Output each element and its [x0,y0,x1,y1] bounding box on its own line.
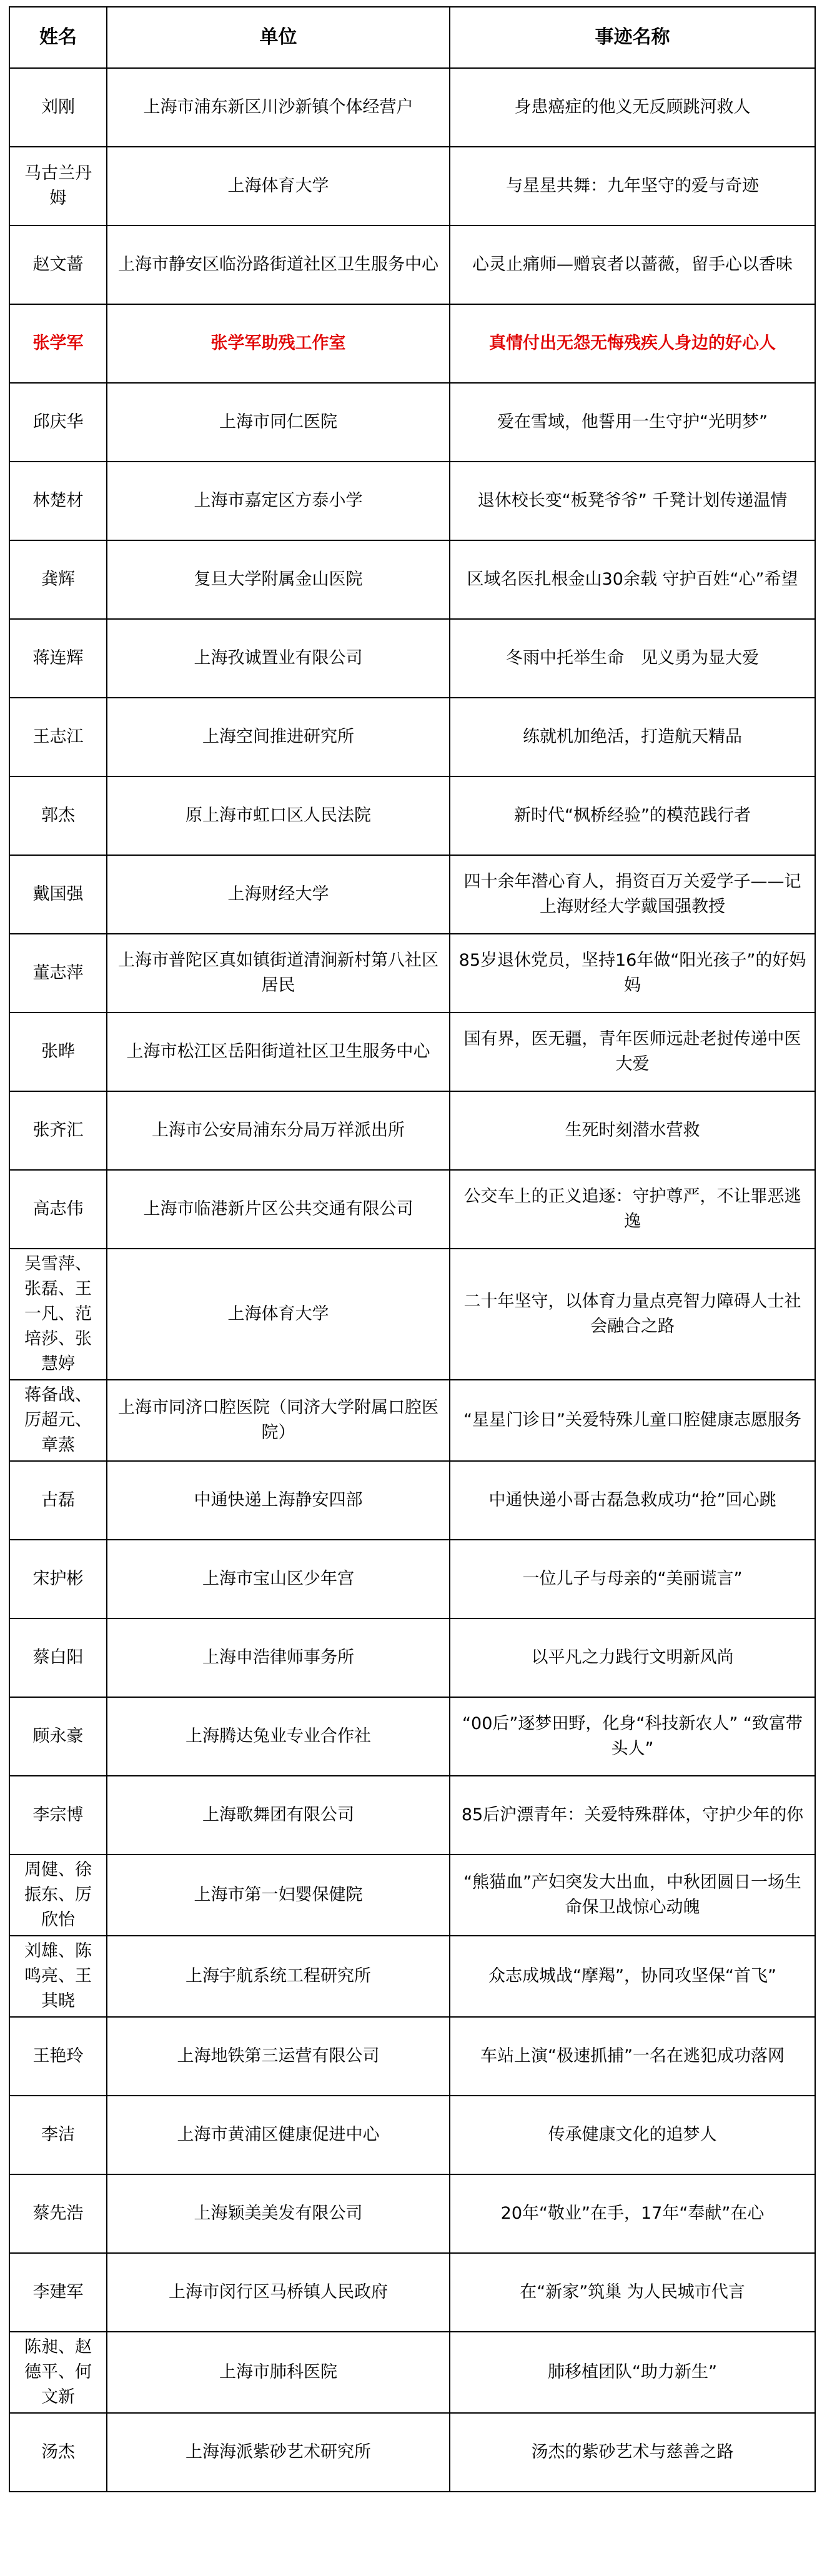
cell-unit: 原上海市虹口区人民法院 [107,776,450,855]
cell-unit: 上海市同仁医院 [107,383,450,462]
cell-unit: 上海地铁第三运营有限公司 [107,2017,450,2096]
cell-name: 王艳玲 [9,2017,107,2096]
cell-deed: 心灵止痛师—赠哀者以蔷薇，留手心以香味 [450,225,815,304]
table-row [9,2332,815,2413]
cell-name: 蔡先浩 [9,2174,107,2253]
cell-deed: 冬雨中托举生命 见义勇为显大爱 [450,619,815,698]
table-row [9,1697,815,1776]
cell-deed: 与星星共舞：九年坚守的爱与奇迹 [450,147,815,225]
table-row [9,540,815,619]
cell-deed: 练就机加绝活，打造航天精品 [450,698,815,776]
cell-name: 董志萍 [9,934,107,1013]
table-row [9,2253,815,2332]
table-row [9,147,815,225]
table-row [9,383,815,462]
cell-name: 刘雄、陈鸣亮、王其晓 [9,1936,107,2017]
cell-deed: “星星门诊日”关爱特殊儿童口腔健康志愿服务 [450,1380,815,1461]
cell-unit: 上海市普陀区真如镇街道清涧新村第八社区居民 [107,934,450,1013]
cell-deed: 公交车上的正义追逐：守护尊严，不让罪恶逃逸 [450,1170,815,1249]
cell-unit: 上海市闵行区马桥镇人民政府 [107,2253,450,2332]
header-deed: 事迹名称 [450,7,815,68]
cell-unit: 上海市松江区岳阳街道社区卫生服务中心 [107,1013,450,1091]
cell-unit: 张学军助残工作室 [107,304,450,383]
table-row [9,698,815,776]
cell-unit: 上海市浦东新区川沙新镇个体经营户 [107,68,450,147]
cell-deed: 退休校长变“板凳爷爷” 千凳计划传递温情 [450,462,815,540]
table-row [9,1461,815,1540]
table-body [9,68,815,2492]
cell-name: 古磊 [9,1461,107,1540]
table-row [9,1855,815,1936]
cell-deed: 以平凡之力践行文明新风尚 [450,1618,815,1697]
cell-name: 李建军 [9,2253,107,2332]
cell-name: 宋护彬 [9,1540,107,1618]
cell-unit: 上海市第一妇婴保健院 [107,1855,450,1936]
cell-unit: 上海体育大学 [107,1249,450,1380]
cell-deed: 在“新家”筑巢 为人民城市代言 [450,2253,815,2332]
cell-unit: 上海颖美美发有限公司 [107,2174,450,2253]
cell-name: 林楚材 [9,462,107,540]
cell-deed: 85后沪漂青年：关爱特殊群体，守护少年的你 [450,1776,815,1855]
cell-name: 李宗博 [9,1776,107,1855]
cell-deed: 二十年坚守，以体育力量点亮智力障碍人士社会融合之路 [450,1249,815,1380]
cell-unit: 复旦大学附属金山医院 [107,540,450,619]
cell-name: 蒋连辉 [9,619,107,698]
cell-deed: 爱在雪域，他誓用一生守护“光明梦” [450,383,815,462]
cell-name: 赵文蔷 [9,225,107,304]
cell-unit: 上海市临港新片区公共交通有限公司 [107,1170,450,1249]
cell-unit: 上海体育大学 [107,147,450,225]
cell-unit: 上海市公安局浦东分局万祥派出所 [107,1091,450,1170]
table-row [9,462,815,540]
cell-name: 蒋备战、厉超元、章蒸 [9,1380,107,1461]
cell-name: 顾永豪 [9,1697,107,1776]
cell-unit: 上海孜诚置业有限公司 [107,619,450,698]
table-row [9,304,815,383]
table-row [9,1249,815,1380]
cell-name: 马古兰丹姆 [9,147,107,225]
cell-unit: 上海申浩律师事务所 [107,1618,450,1697]
cell-name: 戴国强 [9,855,107,934]
table-row [9,855,815,934]
cell-unit: 上海财经大学 [107,855,450,934]
cell-name: 蔡白阳 [9,1618,107,1697]
table-header-row [9,7,815,68]
table-row [9,2096,815,2174]
cell-name: 邱庆华 [9,383,107,462]
table-row [9,68,815,147]
cell-deed: 一位儿子与母亲的“美丽谎言” [450,1540,815,1618]
cell-deed: “00后”逐梦田野，化身“科技新农人” “致富带头人” [450,1697,815,1776]
cell-deed: 真情付出无怨无悔残疾人身边的好心人 [450,304,815,383]
cell-unit: 上海空间推进研究所 [107,698,450,776]
cell-deed: 车站上演“极速抓捕”一名在逃犯成功落网 [450,2017,815,2096]
cell-unit: 上海市黄浦区健康促进中心 [107,2096,450,2174]
cell-name: 张晔 [9,1013,107,1091]
cell-deed: 新时代“枫桥经验”的模范践行者 [450,776,815,855]
cell-name: 李洁 [9,2096,107,2174]
table-row [9,1936,815,2017]
table-row [9,619,815,698]
cell-deed: 四十余年潜心育人，捐资百万关爱学子——记上海财经大学戴国强教授 [450,855,815,934]
table-row [9,1618,815,1697]
cell-name: 汤杰 [9,2413,107,2492]
cell-unit: 上海市静安区临汾路街道社区卫生服务中心 [107,225,450,304]
cell-deed: 中通快递小哥古磊急救成功“抢”回心跳 [450,1461,815,1540]
cell-name: 陈昶、赵德平、何文新 [9,2332,107,2413]
table-row [9,1776,815,1855]
cell-name: 郭杰 [9,776,107,855]
cell-name: 高志伟 [9,1170,107,1249]
table-row [9,1091,815,1170]
cell-deed: 身患癌症的他义无反顾跳河救人 [450,68,815,147]
cell-name: 张学军 [9,304,107,383]
table-row [9,1380,815,1461]
cell-deed: 众志成城战“摩羯”，协同攻坚保“首飞” [450,1936,815,2017]
cell-unit: 上海市肺科医院 [107,2332,450,2413]
header-unit: 单位 [107,7,450,68]
cell-unit: 上海市宝山区少年宫 [107,1540,450,1618]
cell-deed: 汤杰的紫砂艺术与慈善之路 [450,2413,815,2492]
table-row [9,2413,815,2492]
table-row [9,2017,815,2096]
cell-unit: 上海腾达兔业专业合作社 [107,1697,450,1776]
cell-unit: 上海歌舞团有限公司 [107,1776,450,1855]
honor-table [9,6,816,2492]
table-row [9,225,815,304]
cell-name: 周健、徐振东、厉欣怡 [9,1855,107,1936]
cell-deed: 区域名医扎根金山30余载 守护百姓“心”希望 [450,540,815,619]
table-row [9,1170,815,1249]
table-row [9,1013,815,1091]
cell-deed: 肺移植团队“助力新生” [450,2332,815,2413]
cell-deed: 国有界，医无疆，青年医师远赴老挝传递中医大爱 [450,1013,815,1091]
cell-unit: 中通快递上海静安四部 [107,1461,450,1540]
table-row [9,934,815,1013]
table-row [9,1540,815,1618]
cell-name: 张齐汇 [9,1091,107,1170]
cell-name: 龚辉 [9,540,107,619]
table-row [9,776,815,855]
cell-name: 吴雪萍、张磊、王一凡、范培莎、张慧婷 [9,1249,107,1380]
honor-table-container [9,6,816,2492]
cell-deed: 20年“敬业”在手，17年“奉献”在心 [450,2174,815,2253]
cell-deed: 85岁退休党员，坚持16年做“阳光孩子”的好妈妈 [450,934,815,1013]
cell-unit: 上海宇航系统工程研究所 [107,1936,450,2017]
cell-unit: 上海海派紫砂艺术研究所 [107,2413,450,2492]
cell-deed: “熊猫血”产妇突发大出血，中秋团圆日一场生命保卫战惊心动魄 [450,1855,815,1936]
cell-name: 王志江 [9,698,107,776]
cell-name: 刘刚 [9,68,107,147]
table-row [9,2174,815,2253]
cell-unit: 上海市同济口腔医院（同济大学附属口腔医院） [107,1380,450,1461]
cell-deed: 生死时刻潜水营救 [450,1091,815,1170]
cell-deed: 传承健康文化的追梦人 [450,2096,815,2174]
cell-unit: 上海市嘉定区方泰小学 [107,462,450,540]
header-name: 姓名 [9,7,107,68]
